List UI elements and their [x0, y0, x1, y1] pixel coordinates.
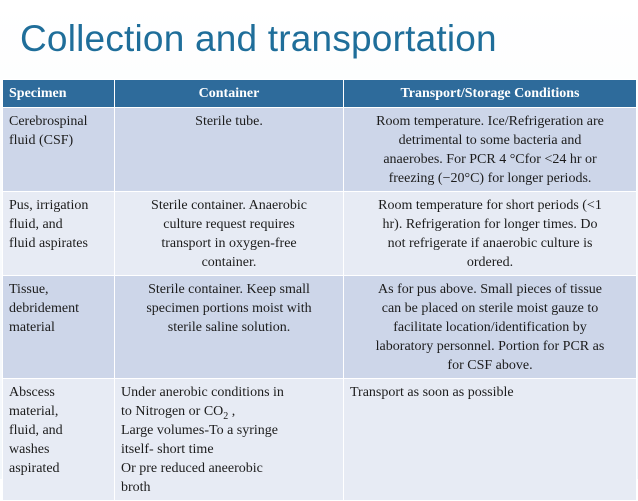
- subscript-text: 2: [223, 410, 229, 422]
- cell-line: transport in oxygen-free: [161, 236, 297, 251]
- container-cell: [115, 108, 344, 192]
- cell-line: sterile saline solution.: [167, 320, 291, 335]
- cell-line: for CSF above.: [447, 358, 533, 373]
- cell-line: specimen portions moist with: [146, 301, 312, 316]
- slide-title: Collection and transportation: [20, 18, 497, 59]
- cell-line: ordered.: [466, 255, 514, 270]
- cell-line: As for pus above. Small pieces of tissue: [378, 282, 602, 297]
- table-row: [3, 108, 637, 192]
- cell-line: Tissue,: [9, 282, 49, 297]
- cell-line: culture request requires: [163, 217, 295, 232]
- table-header-row: [3, 80, 637, 108]
- specimen-table: [2, 79, 637, 501]
- cell-line: not refrigerate if anaerobic culture is: [387, 236, 593, 251]
- cell-line: debridement: [9, 301, 79, 316]
- cell-text: ,: [228, 404, 236, 419]
- cell-line: itself- short time: [121, 442, 214, 457]
- cell-line: container.: [201, 255, 257, 270]
- cell-line: material: [9, 320, 55, 335]
- cell-line: facilitate location/identification by: [393, 320, 587, 335]
- table-row: [3, 276, 637, 379]
- specimen-cell: [3, 276, 115, 379]
- conditions-cell: [344, 108, 637, 192]
- cell-line: fluid, and: [9, 423, 63, 438]
- conditions-cell: [344, 379, 637, 501]
- table-row: [3, 379, 637, 501]
- cell-line: material,: [9, 404, 59, 419]
- conditions-cell: [344, 276, 637, 379]
- cell-line: broth: [121, 480, 151, 495]
- header-conditions: Transport/Storage Conditions: [344, 80, 637, 108]
- cell-line: Large volumes-To a syringe: [121, 423, 278, 438]
- cell-line: hr). Refrigeration for longer times. Do: [382, 217, 598, 232]
- cell-line: Under anerobic conditions in: [121, 385, 284, 400]
- cell-line: Cerebrospinal: [9, 114, 88, 129]
- cell-line: fluid (CSF): [9, 133, 74, 148]
- specimen-cell: [3, 192, 115, 276]
- cell-text: to Nitrogen or CO: [121, 404, 224, 419]
- cell-line: Sterile tube.: [195, 114, 263, 129]
- cell-line: anaerobes. For PCR 4 °Cfor <24 hr or: [383, 152, 597, 167]
- cell-line: Room temperature. Ice/Refrigeration are: [376, 114, 604, 129]
- header-container: Container: [115, 80, 344, 108]
- container-cell: [115, 192, 344, 276]
- cell-line: Transport as soon as possible: [350, 385, 514, 400]
- cell-line: Or pre reduced aneerobic: [121, 461, 263, 476]
- cell-line: washes: [9, 442, 50, 457]
- header-specimen: Specimen: [3, 80, 115, 108]
- container-cell: [115, 379, 344, 501]
- cell-line: Sterile container. Anaerobic: [151, 198, 307, 213]
- specimen-cell: [3, 108, 115, 192]
- cell-line: [121, 402, 337, 421]
- cell-line: laboratory personnel. Portion for PCR as: [375, 339, 605, 354]
- conditions-cell: [344, 192, 637, 276]
- cell-line: Room temperature for short periods (<1: [378, 198, 602, 213]
- cell-line: detrimental to some bacteria and: [398, 133, 582, 148]
- cell-line: fluid aspirates: [9, 236, 88, 251]
- table-row: [3, 192, 637, 276]
- cell-line: aspirated: [9, 461, 60, 476]
- cell-line: Pus, irrigation: [9, 198, 89, 213]
- cell-line: Sterile container. Keep small: [148, 282, 310, 297]
- specimen-cell: [3, 379, 115, 501]
- cell-line: can be placed on sterile moist gauze to: [381, 301, 599, 316]
- cell-line: Abscess: [9, 385, 55, 400]
- cell-line: freezing (−20°C) for longer periods.: [388, 171, 592, 186]
- container-cell: [115, 276, 344, 379]
- cell-line: fluid, and: [9, 217, 63, 232]
